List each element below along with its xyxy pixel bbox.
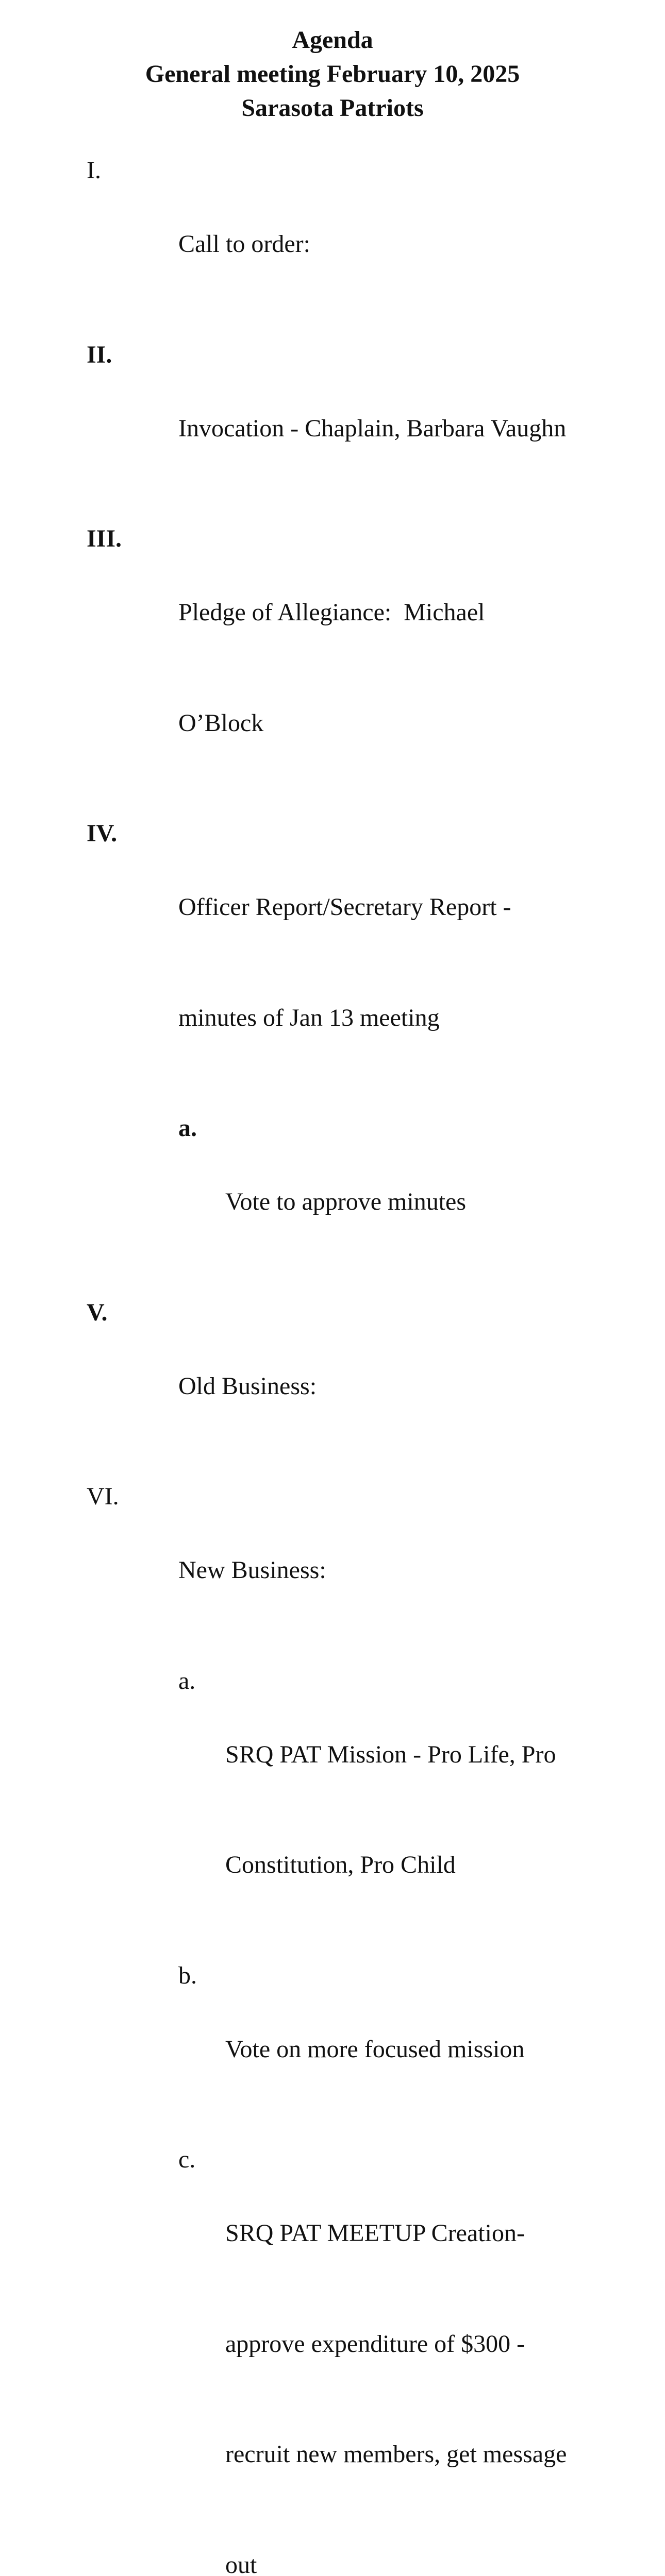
agenda-item-text — [178, 1478, 643, 1663]
subitem-line: SRQ PAT Mission - Pro Life, Pro — [225, 1736, 643, 1773]
subitem-letter: a. — [178, 1663, 225, 1700]
document-header — [0, 23, 665, 125]
subitem-letter: b. — [178, 1957, 225, 1994]
agenda-numeral: IV. — [87, 815, 178, 852]
subitem-line: out — [225, 2547, 643, 2576]
agenda-item-4 — [87, 815, 643, 1110]
agenda-subitem-6c — [178, 2141, 643, 2576]
subitem-letter: a. — [178, 1110, 225, 1147]
agenda-subitem-6b — [178, 1957, 643, 2142]
agenda-numeral: II. — [87, 336, 178, 374]
subitem-line: SRQ PAT MEETUP Creation- — [225, 2215, 643, 2252]
agenda-item-text — [178, 520, 643, 815]
subitem-line: Vote on more focused mission — [225, 2031, 643, 2068]
agenda-numeral: III. — [87, 520, 178, 557]
agenda-line: Call to order: — [178, 226, 643, 263]
agenda-line: New Business: — [178, 1552, 643, 1589]
agenda-numeral: I. — [87, 152, 178, 189]
agenda-line: Officer Report/Secretary Report - — [178, 889, 643, 926]
agenda-line: Invocation - Chaplain, Barbara Vaughn — [178, 410, 643, 447]
agenda-line: Pledge of Allegiance: Michael — [178, 594, 643, 631]
agenda-item-5 — [87, 1294, 643, 1479]
agenda-item-6 — [87, 1478, 643, 1663]
subitem-line: approve expenditure of $300 - — [225, 2326, 643, 2363]
document-title: Agenda — [0, 23, 665, 57]
agenda-document — [0, 0, 665, 1015]
agenda-numeral: VI. — [87, 1478, 178, 1515]
agenda-item-2 — [87, 336, 643, 521]
agenda-item-3 — [87, 520, 643, 815]
meeting-date-title: General meeting February 10, 2025 — [0, 57, 665, 91]
subitem-text — [225, 2141, 643, 2576]
subitem-letter: c. — [178, 2141, 225, 2178]
organization-name: Sarasota Patriots — [0, 91, 665, 125]
agenda-item-text — [178, 1294, 643, 1479]
agenda-list — [87, 152, 643, 2576]
subitem-line: Constitution, Pro Child — [225, 1846, 643, 1884]
subitem-text — [225, 1957, 643, 2142]
agenda-item-1 — [87, 152, 643, 336]
agenda-numeral: V. — [87, 1294, 178, 1331]
subitem-text — [225, 1110, 643, 1294]
agenda-item-text — [178, 815, 643, 1110]
agenda-item-text — [178, 152, 643, 336]
agenda-subitem-6a — [178, 1663, 643, 1957]
agenda-line: Old Business: — [178, 1368, 643, 1405]
agenda-item-text — [178, 336, 643, 521]
agenda-subitem-4a — [178, 1110, 643, 1294]
subitem-text — [225, 1663, 643, 1957]
subitem-line: recruit new members, get message — [225, 2436, 643, 2473]
agenda-line: O’Block — [178, 705, 643, 742]
subitem-line: Vote to approve minutes — [225, 1183, 643, 1221]
agenda-line: minutes of Jan 13 meeting — [178, 999, 643, 1037]
